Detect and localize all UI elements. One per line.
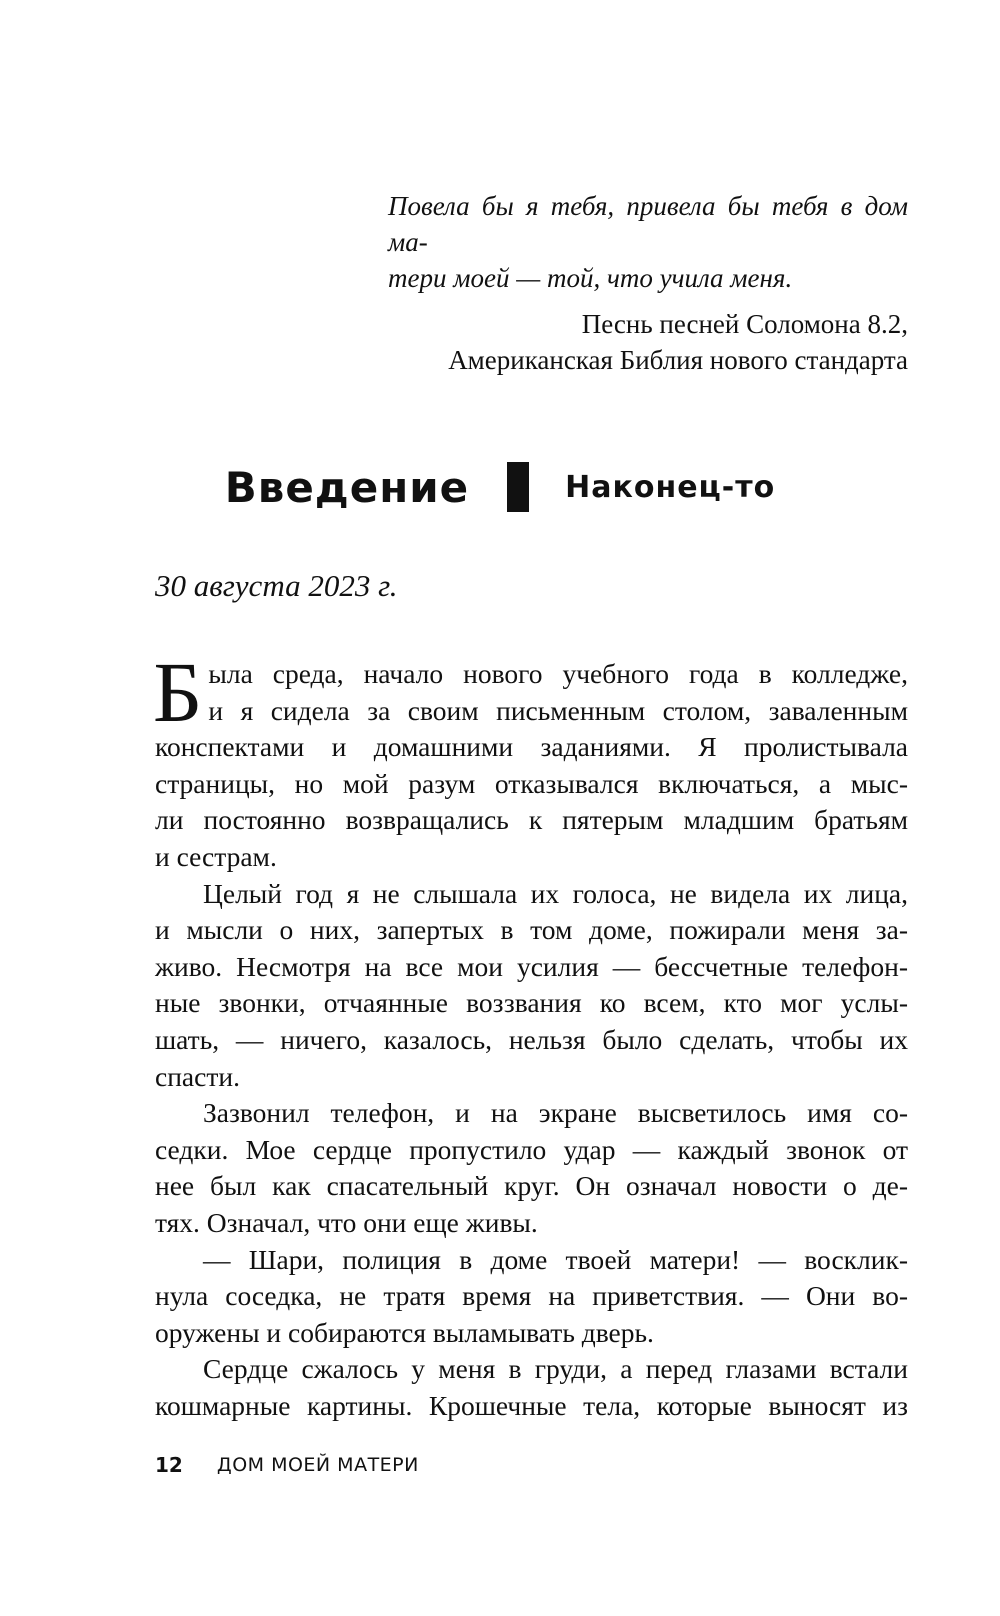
paragraph	[153, 644, 908, 876]
text-line: и я сидела за своим письменным столом, заваленным	[208, 694, 908, 726]
text-line: спасти.	[155, 1060, 240, 1092]
text-line: оружены и собираются выламывать дверь.	[155, 1316, 654, 1348]
text-line: живо. Несмотря на все мои усилия — бессчетные телефон-	[155, 950, 908, 982]
body-text	[153, 644, 908, 1424]
page-number: 12	[155, 1453, 183, 1477]
text-line: ные звонки, отчаянные воззвания ко всем, кто мог услы-	[155, 987, 908, 1019]
chapter-title: Наконец-то	[565, 469, 776, 505]
chapter-divider-bar	[507, 462, 529, 512]
text-line: нее был как спасательный круг. Он означал новости о де-	[155, 1170, 908, 1202]
text-line: — Шари, полиция в доме твоей матери! — восклик-	[203, 1243, 908, 1275]
text-line: Целый год я не слышала их голоса, не видела их лица,	[203, 877, 908, 909]
text-line: Сердце сжалось у меня в груди, а перед глазами встали	[203, 1353, 908, 1385]
running-title: ДОМ МОЕЙ МАТЕРИ	[216, 1454, 419, 1476]
epigraph-quote	[388, 188, 908, 296]
text-line: ли постоянно возвращались к пятерым младшим братьям	[155, 804, 908, 836]
text-line: и мысли о них, запертых в том доме, пожирали меня за-	[155, 914, 908, 946]
text-line: и сестрам.	[155, 840, 277, 872]
epigraph-quote-line: Повела бы я тебя, привела бы тебя в дом ма-	[388, 191, 908, 257]
drop-cap: Б	[153, 644, 203, 740]
paragraph	[155, 1095, 908, 1241]
epigraph-source	[388, 306, 908, 378]
page-footer	[155, 1453, 419, 1477]
text-line: конспектами и домашними заданиями. Я пролистывала	[155, 731, 908, 763]
paragraph	[155, 1242, 908, 1352]
text-line: седки. Мое сердце пропустило удар — каждый звонок от	[155, 1133, 908, 1165]
text-line: кошмарные картины. Крошечные тела, которые выносят из	[155, 1389, 908, 1421]
text-line: Зазвонил телефон, и на экране высветилось имя со-	[203, 1097, 908, 1129]
text-line: тях. Означал, что они еще живы.	[155, 1206, 538, 1238]
chapter-label: Введение	[224, 462, 470, 512]
epigraph-source-line: Американская Библия нового стандарта	[448, 345, 908, 375]
text-line: страницы, но мой разум отказывался включаться, а мыс-	[155, 767, 908, 799]
text-line: ыла среда, начало нового учебного года в колледже,	[208, 658, 908, 689]
paragraph	[155, 876, 908, 1096]
text-line: шать, — ничего, казалось, нельзя было сделать, чтобы их	[155, 1023, 908, 1055]
epigraph-source-line: Песнь песней Соломона 8.2,	[581, 309, 908, 339]
chapter-heading	[0, 462, 1000, 512]
paragraph	[155, 1351, 908, 1424]
epigraph-quote-line: тери моей — той, что учила меня.	[388, 263, 793, 293]
date-line: 30 августа 2023 г.	[155, 568, 398, 603]
text-line: нула соседка, не тратя время на приветствия. — Они во-	[155, 1280, 908, 1312]
epigraph	[388, 188, 908, 378]
